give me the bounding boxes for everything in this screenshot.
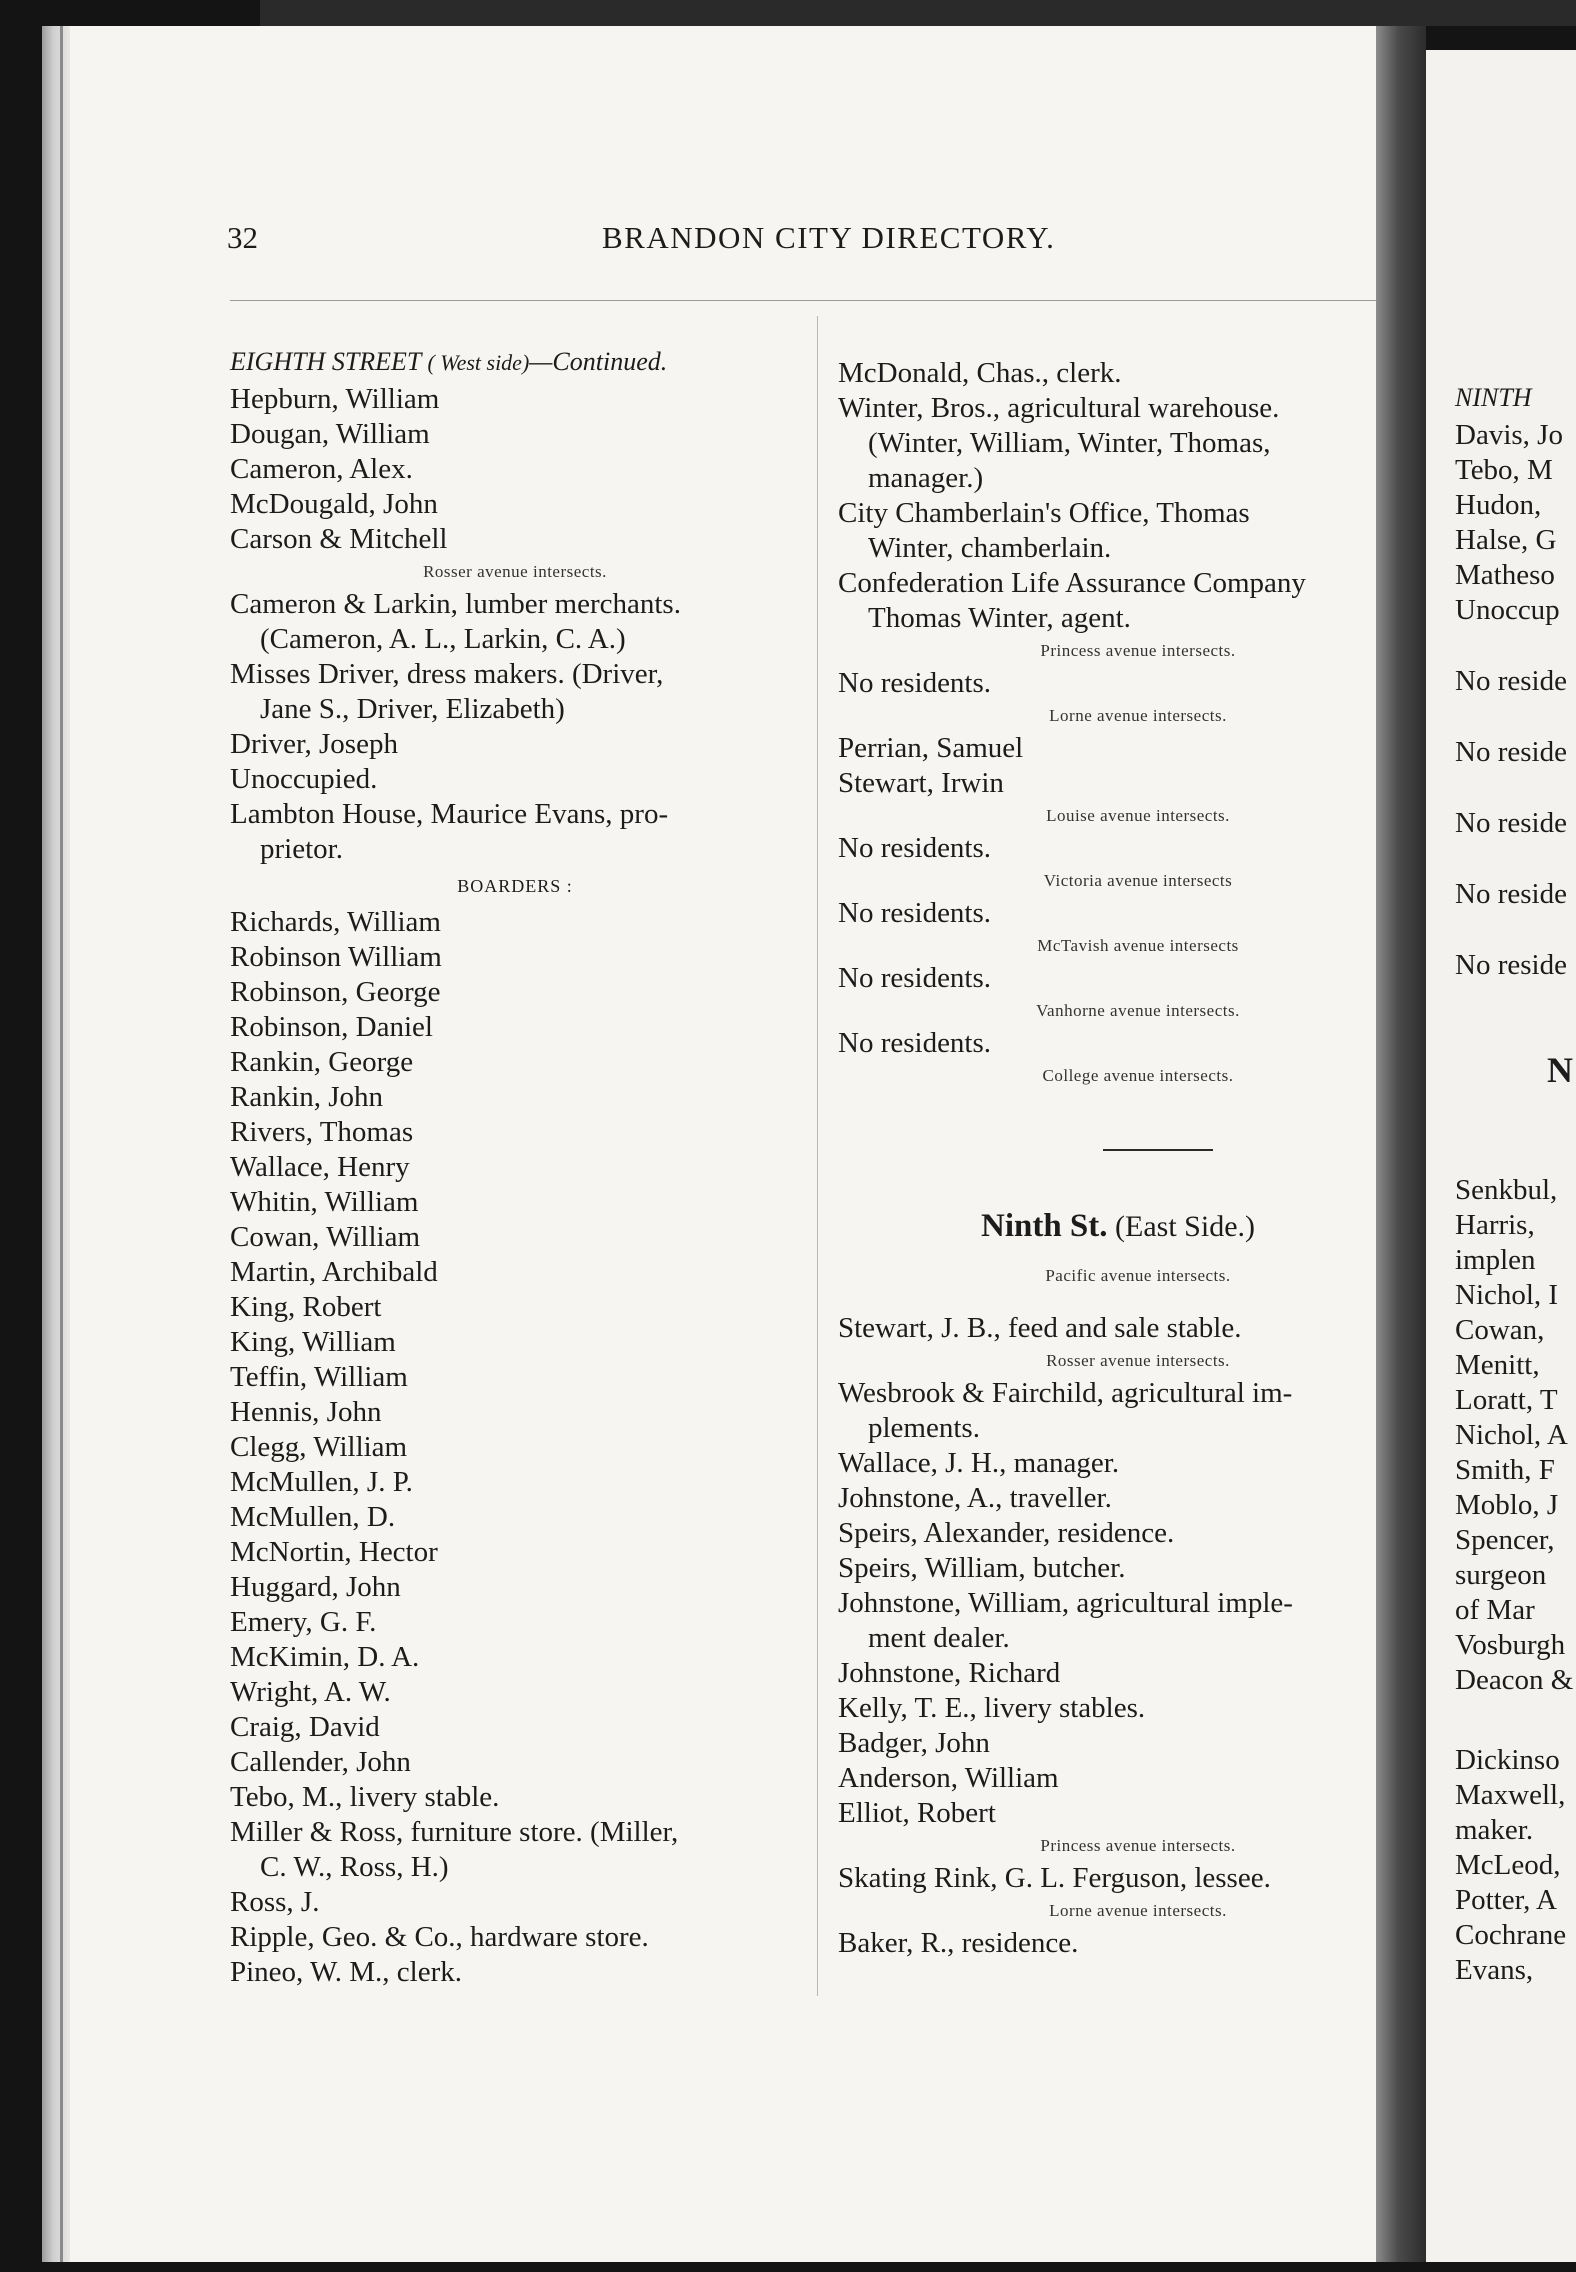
cross-street-note: Pacific avenue intersects.: [1045, 1266, 1231, 1285]
list-item: McKimin, D. A.: [230, 1641, 420, 1673]
section-title: Ninth St.: [980, 1208, 1108, 1244]
cross-street-note: Victoria avenue intersects: [1043, 871, 1233, 890]
cross-street-note: College avenue intersects.: [1042, 1066, 1234, 1085]
list-item: implen: [1455, 1244, 1536, 1276]
list-item-continuation: prietor.: [260, 833, 343, 865]
spacer: [1455, 1698, 1576, 1743]
binding-line: [60, 26, 63, 2262]
entry-group: [230, 692, 800, 727]
list-item: Baker, R., residence.: [838, 1927, 1079, 1959]
list-item: Rankin, John: [230, 1081, 384, 1113]
list-item: Misses Driver, dress makers. (Driver,: [230, 658, 664, 690]
spacer: [1455, 841, 1576, 877]
entry-group: [838, 1446, 1438, 1586]
entry-group: [838, 731, 1438, 801]
spacer: [1455, 770, 1576, 806]
list-item: Smith, F: [1455, 1454, 1555, 1486]
list-item-continuation: C. W., Ross, H.): [260, 1851, 449, 1883]
list-item: Ripple, Geo. & Co., hardware store.: [230, 1921, 649, 1953]
no-residents: No reside: [1455, 736, 1567, 768]
list-item: Teffin, William: [230, 1361, 408, 1393]
cross-street-note: Louise avenue intersects.: [1046, 806, 1230, 825]
list-item: Johnstone, William, agricultural imple-: [838, 1587, 1293, 1619]
list-item: Ross, J.: [230, 1886, 320, 1918]
street-side: ( West side): [427, 350, 530, 375]
no-residents: No reside: [1455, 665, 1567, 697]
list-item-continuation: (Winter, William, Winter, Thomas,: [868, 427, 1271, 459]
list-item: Richards, William: [230, 906, 441, 938]
no-residents: No residents.: [838, 832, 992, 864]
list-item: Nichol, A: [1455, 1419, 1568, 1451]
boarders-label: BOARDERS :: [457, 876, 573, 896]
list-item: Senkbul,: [1455, 1174, 1558, 1206]
list-item-continuation: Thomas Winter, agent.: [868, 602, 1131, 634]
list-item: Clegg, William: [230, 1431, 408, 1463]
no-residents: No residents.: [838, 897, 992, 929]
list-item: Kelly, T. E., livery stables.: [838, 1692, 1146, 1724]
list-item: Anderson, William: [838, 1762, 1059, 1794]
list-item: Harris,: [1455, 1209, 1535, 1241]
list-item: Wesbrook & Fairchild, agricultural im-: [838, 1377, 1293, 1409]
section-divider: [1103, 1149, 1213, 1151]
entry-group: [230, 832, 800, 867]
list-item: Spencer,: [1455, 1524, 1555, 1556]
book-gutter: [1376, 26, 1426, 2262]
section-initial: N: [1547, 1050, 1573, 1090]
list-item: Dickinso: [1455, 1744, 1560, 1776]
entry-group: [230, 657, 800, 692]
spacer: [1455, 699, 1576, 735]
entry-group: [1455, 1743, 1576, 1988]
boarders-list: [230, 905, 800, 1815]
continued-label: —Continued.: [529, 347, 668, 376]
list-item: Stewart, J. B., feed and sale stable.: [838, 1312, 1242, 1344]
list-item: McDougald, John: [230, 488, 438, 520]
running-head: BRANDON CITY DIRECTORY.: [602, 220, 1056, 255]
list-item-continuation: (Cameron, A. L., Larkin, C. A.): [260, 623, 626, 655]
entry-group: [230, 797, 800, 832]
next-page-column: [1455, 380, 1576, 1988]
list-item: Rivers, Thomas: [230, 1116, 414, 1148]
binding-edge: [42, 26, 70, 2262]
page-number: 32: [227, 220, 258, 255]
list-item: Tebo, M: [1455, 454, 1553, 486]
list-item: Maxwell,: [1455, 1779, 1566, 1811]
entry-group: [230, 587, 800, 622]
list-item: Driver, Joseph: [230, 728, 398, 760]
no-residents: No residents.: [838, 962, 992, 994]
entry-group: [838, 356, 1438, 391]
list-item: Nichol, I: [1455, 1279, 1559, 1311]
entry-group: [230, 382, 800, 557]
list-item: Davis, Jo: [1455, 419, 1563, 451]
entry-group: [230, 622, 800, 657]
cross-street-note: McTavish avenue intersects: [1037, 936, 1239, 955]
list-item: Martin, Archibald: [230, 1256, 438, 1288]
list-item: McMullen, J. P.: [230, 1466, 413, 1498]
list-item-continuation: plements.: [868, 1412, 980, 1444]
next-page-heading: NINTH: [1455, 383, 1532, 412]
list-item: Vosburgh: [1455, 1629, 1566, 1661]
list-item: Cameron & Larkin, lumber merchants.: [230, 588, 681, 620]
entry-group: [838, 426, 1438, 496]
list-item: Carson & Mitchell: [230, 523, 448, 555]
list-item: Craig, David: [230, 1711, 380, 1743]
section-heading: [838, 1209, 1438, 1261]
list-item: Menitt,: [1455, 1349, 1540, 1381]
list-item: Hennis, John: [230, 1396, 382, 1428]
list-item: maker.: [1455, 1814, 1534, 1846]
entry-group: [230, 1885, 800, 1990]
list-item: King, William: [230, 1326, 396, 1358]
list-item: Speirs, Alexander, residence.: [838, 1517, 1175, 1549]
list-item: McNortin, Hector: [230, 1536, 438, 1568]
list-item: Matheso: [1455, 559, 1555, 591]
no-residents: No reside: [1455, 949, 1567, 981]
list-item: Cameron, Alex.: [230, 453, 413, 485]
list-item: of Mar: [1455, 1594, 1535, 1626]
no-residents: No residents.: [838, 1027, 992, 1059]
list-item-continuation: Jane S., Driver, Elizabeth): [260, 693, 565, 725]
list-item-continuation: manager.): [868, 462, 984, 494]
next-page-fragment: [1426, 50, 1576, 2262]
entry-group: [1455, 418, 1576, 628]
list-item: Robinson William: [230, 941, 442, 973]
list-item: Skating Rink, G. L. Ferguson, lessee.: [838, 1862, 1271, 1894]
list-item: Lambton House, Maurice Evans, pro-: [230, 798, 669, 830]
cross-street-note: Rosser avenue intersects.: [1046, 1351, 1230, 1370]
no-residents: No reside: [1455, 807, 1567, 839]
list-item: Cochrane: [1455, 1919, 1567, 1951]
list-item: Cowan, William: [230, 1221, 421, 1253]
cross-street-note: Rosser avenue intersects.: [423, 562, 607, 581]
scan-top-edge: [260, 0, 1576, 26]
spacer: [1455, 628, 1576, 664]
list-item: Evans,: [1455, 1954, 1534, 1986]
directory-page: [42, 26, 1418, 2262]
list-item: Huggard, John: [230, 1571, 401, 1603]
right-column: [838, 356, 1438, 1961]
list-item: surgeon: [1455, 1559, 1547, 1591]
list-item: Callender, John: [230, 1746, 411, 1778]
list-item: Unoccupied.: [230, 763, 378, 795]
list-item: Halse, G: [1455, 524, 1557, 556]
list-item: Pineo, W. M., clerk.: [230, 1956, 462, 1988]
list-item: Wright, A. W.: [230, 1676, 391, 1708]
no-residents: No reside: [1455, 878, 1567, 910]
section-side: (East Side.): [1115, 1210, 1255, 1243]
street-name: EIGHTH STREET: [230, 347, 421, 376]
list-item: Whitin, William: [230, 1186, 419, 1218]
list-item: Perrian, Samuel: [838, 732, 1024, 764]
list-item: Rankin, George: [230, 1046, 414, 1078]
list-item: Miller & Ross, furniture store. (Miller,: [230, 1816, 679, 1848]
no-residents: No residents.: [838, 667, 992, 699]
cross-street-note: Lorne avenue intersects.: [1049, 1901, 1227, 1920]
list-item: King, Robert: [230, 1291, 382, 1323]
list-item: Wallace, Henry: [230, 1151, 410, 1183]
column-divider: [817, 316, 818, 1996]
list-item: Elliot, Robert: [838, 1797, 996, 1829]
list-item: Moblo, J: [1455, 1489, 1559, 1521]
list-item: Robinson, George: [230, 976, 441, 1008]
list-item: Deacon &: [1455, 1664, 1574, 1696]
entry-group: [1455, 1173, 1576, 1698]
cross-street-note: Vanhorne avenue intersects.: [1036, 1001, 1240, 1020]
list-item: Stewart, Irwin: [838, 767, 1004, 799]
left-column: [230, 344, 800, 1990]
list-item: Unoccup: [1455, 594, 1560, 626]
no-residents-list: [1455, 628, 1576, 983]
spacer: [1455, 912, 1576, 948]
list-item: Johnstone, A., traveller.: [838, 1482, 1112, 1514]
entry-group: [838, 1656, 1438, 1831]
list-item: Wallace, J. H., manager.: [838, 1447, 1120, 1479]
list-item: Hepburn, William: [230, 383, 440, 415]
list-item: Potter, A: [1455, 1884, 1557, 1916]
spacer: [1455, 1113, 1576, 1173]
list-item: Tebo, M., livery stable.: [230, 1781, 500, 1813]
header-rule: [230, 300, 1420, 301]
list-item: McMullen, D.: [230, 1501, 396, 1533]
list-item: McDonald, Chas., clerk.: [838, 357, 1122, 389]
list-item: Hudon,: [1455, 489, 1542, 521]
list-item: Badger, John: [838, 1727, 990, 1759]
list-item: Speirs, William, butcher.: [838, 1552, 1126, 1584]
entry-group: [230, 727, 800, 797]
list-item: Winter, Bros., agricultural warehouse.: [838, 392, 1280, 424]
spacer: [838, 1291, 1438, 1311]
list-item: Loratt, T: [1455, 1384, 1558, 1416]
list-item: City Chamberlain's Office, Thomas: [838, 497, 1250, 529]
list-item: Cowan,: [1455, 1314, 1545, 1346]
spacer: [1455, 983, 1576, 1053]
list-item: Emery, G. F.: [230, 1606, 377, 1638]
cross-street-note: Lorne avenue intersects.: [1049, 706, 1227, 725]
list-item: Johnstone, Richard: [838, 1657, 1061, 1689]
cross-street-note: Princess avenue intersects.: [1040, 641, 1236, 660]
list-item: Dougan, William: [230, 418, 430, 450]
list-item-continuation: ment dealer.: [868, 1622, 1010, 1654]
list-item-continuation: Winter, chamberlain.: [868, 532, 1112, 564]
continued-heading: [230, 344, 800, 382]
list-item: McLeod,: [1455, 1849, 1561, 1881]
list-item: Robinson, Daniel: [230, 1011, 433, 1043]
list-item: Confederation Life Assurance Company: [838, 567, 1306, 599]
cross-street-note: Princess avenue intersects.: [1040, 1836, 1236, 1855]
